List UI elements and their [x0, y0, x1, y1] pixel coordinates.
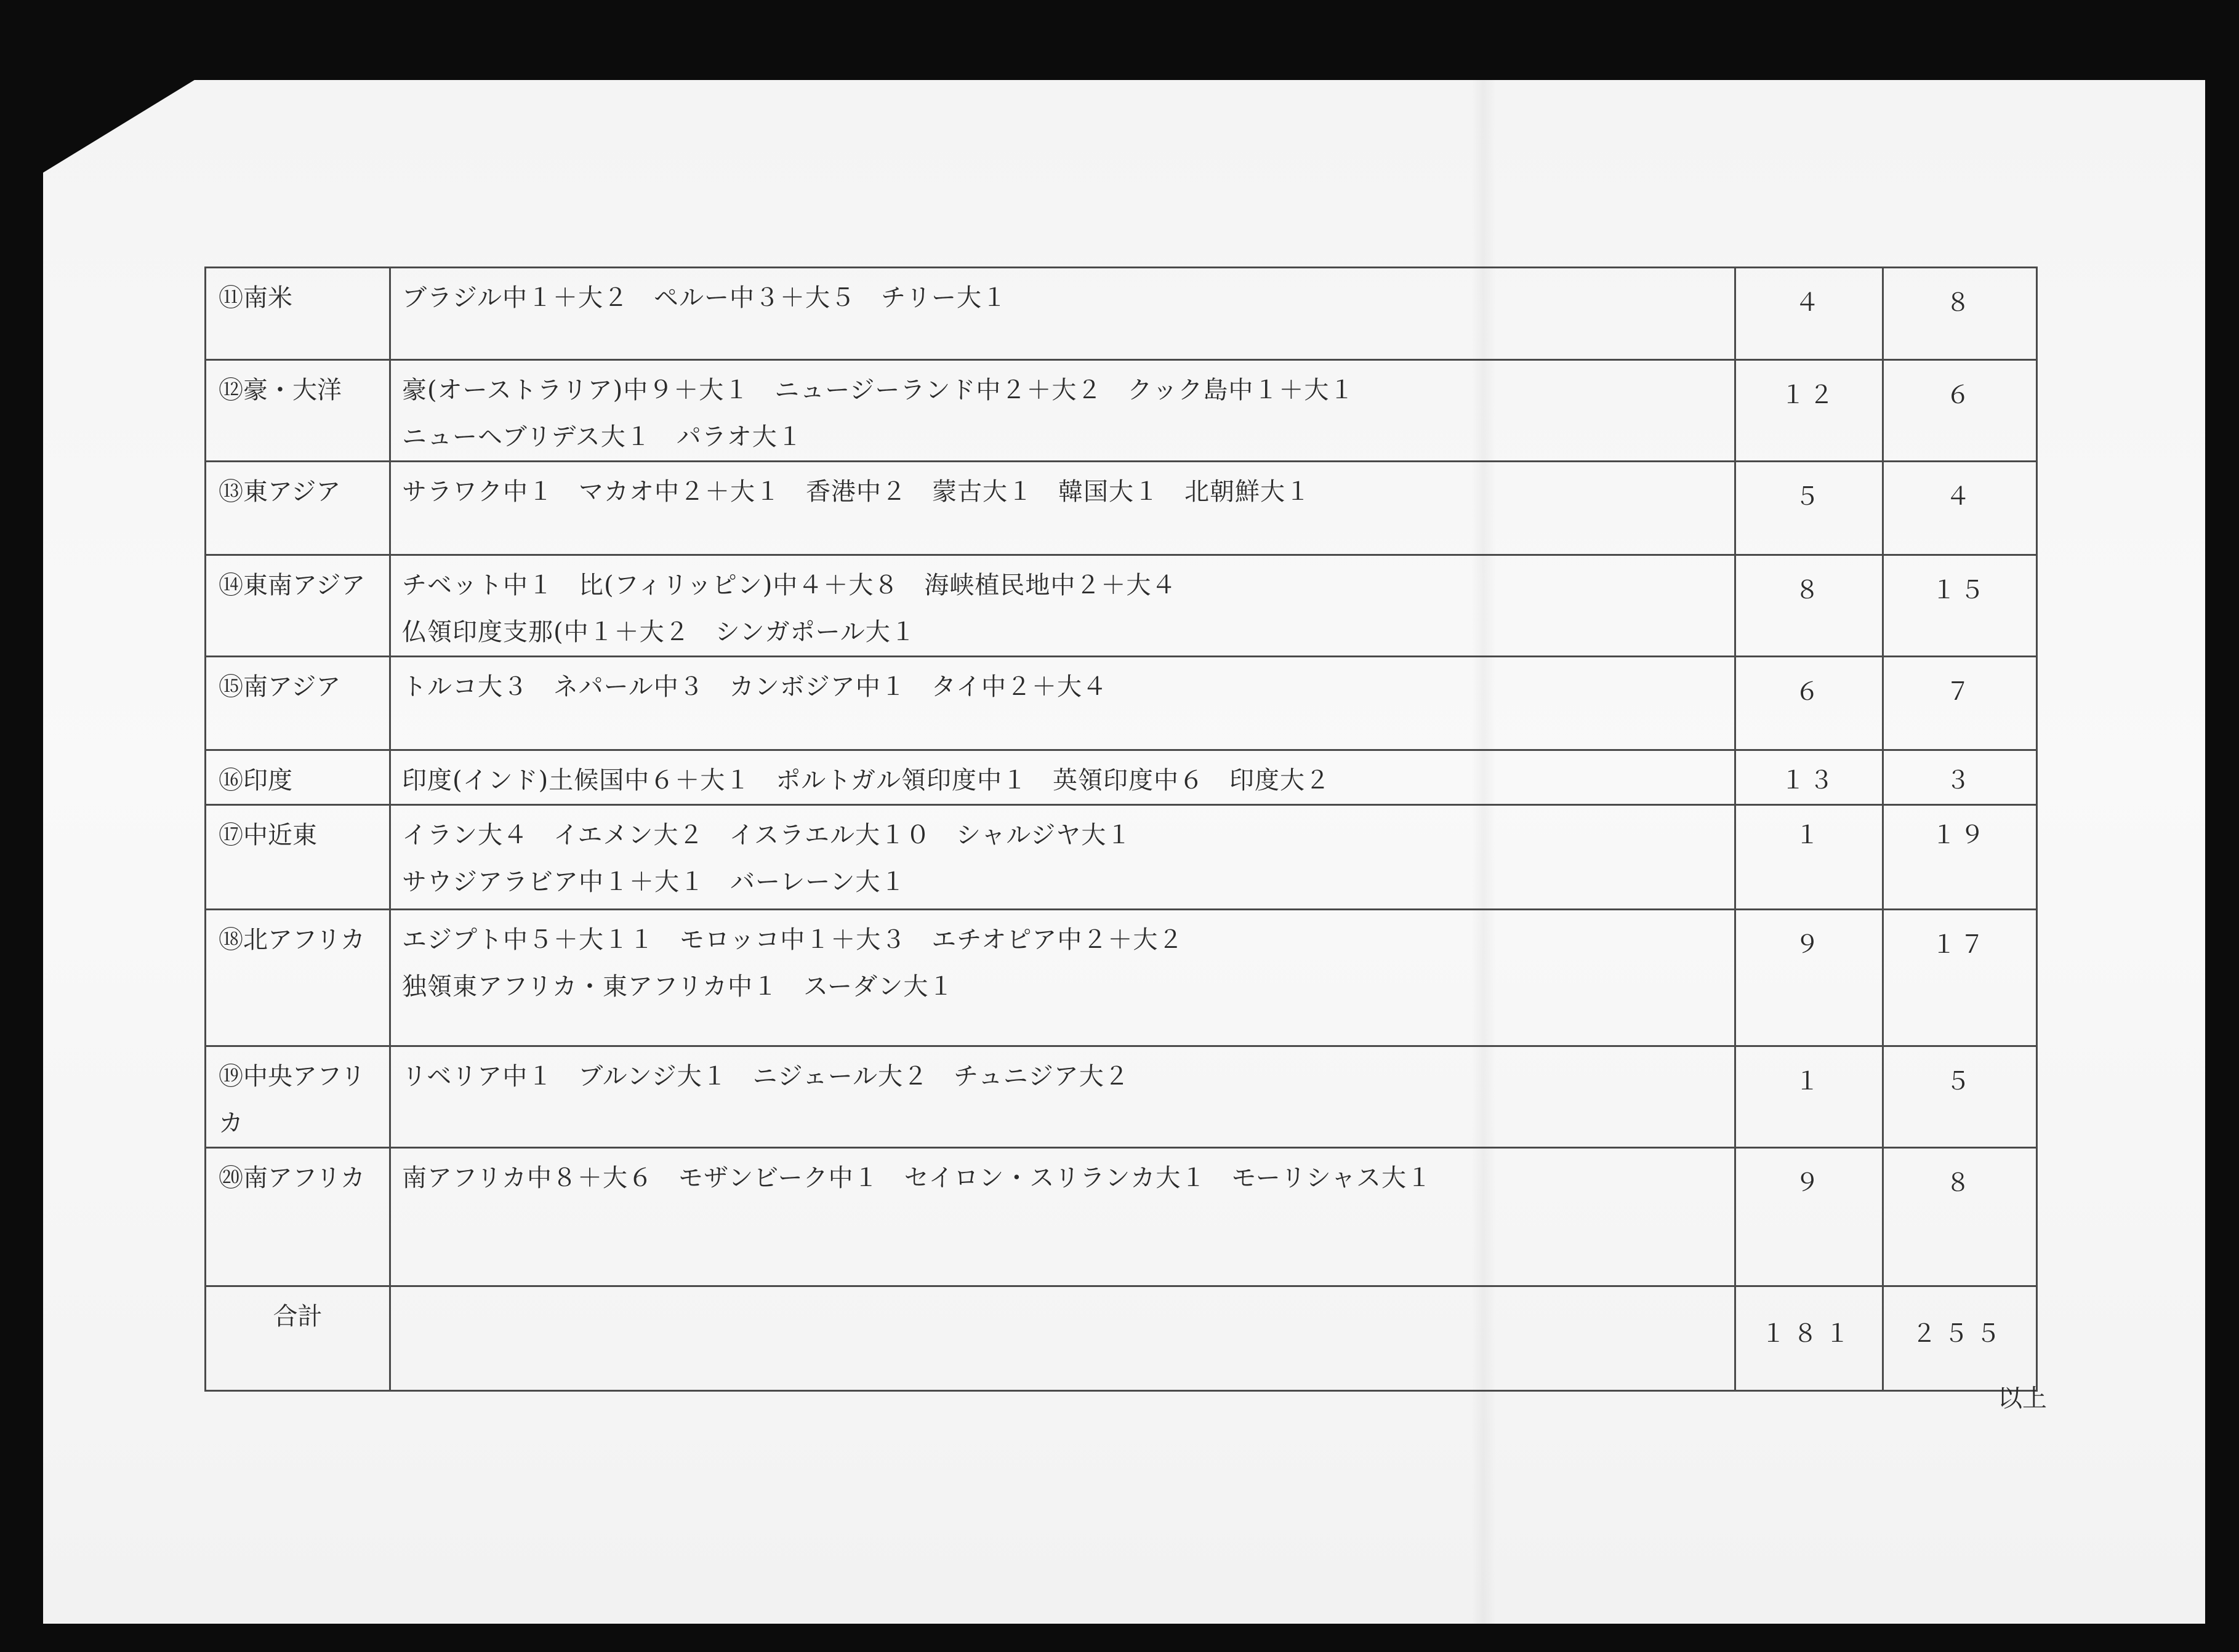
table-row — [206, 910, 2037, 1046]
count-cell-2: ５ — [1883, 1046, 2037, 1148]
count-cell-1: ９ — [1735, 1148, 1883, 1286]
table-row — [206, 555, 2037, 657]
count-cell-1: １ — [1735, 1046, 1883, 1148]
region-name-cell: ⑭東南アジア — [206, 555, 390, 657]
detail-cell — [390, 1046, 1735, 1148]
detail-cell — [390, 360, 1735, 462]
table-row — [206, 750, 2037, 805]
detail-line: ブラジル中１＋大２ ペルー中３＋大５ チリー大１ — [402, 284, 1007, 312]
region-name-cell: ⑲中央アフリカ — [206, 1046, 390, 1148]
table-row — [206, 462, 2037, 555]
count-cell-2: ８ — [1883, 1148, 2037, 1286]
detail-line: チベット中１ 比(フィリッピン)中４＋大８ 海峡植民地中２＋大４ — [402, 571, 1177, 599]
detail-cell — [390, 555, 1735, 657]
detail-line: トルコ大３ ネパール中３ カンボジア中１ タイ中２＋大４ — [402, 673, 1107, 701]
region-name-cell: ⑪南米 — [206, 268, 390, 360]
detail-line: エジプト中５＋大１１ モロッコ中１＋大３ エチオピア中２＋大２ — [402, 926, 1184, 954]
count-cell-1: ５ — [1735, 462, 1883, 555]
region-name-cell: ⑯印度 — [206, 750, 390, 805]
detail-line: 印度(インド)土候国中６＋大１ ポルトガル領印度中１ 英領印度中６ 印度大２ — [402, 766, 1331, 795]
count-cell-2: ３ — [1883, 750, 2037, 805]
count-cell-2: ８ — [1883, 268, 2037, 360]
total-label-cell: 合計 — [206, 1286, 390, 1391]
detail-line: サラワク中１ マカオ中２＋大１ 香港中２ 蒙古大１ 韓国大１ 北朝鮮大１ — [402, 478, 1311, 506]
detail-cell — [390, 462, 1735, 555]
detail-cell — [390, 910, 1735, 1046]
detail-cell — [390, 750, 1735, 805]
table-row — [206, 268, 2037, 360]
detail-cell — [390, 1148, 1735, 1286]
count-cell-1: ８ — [1735, 555, 1883, 657]
table-row — [206, 1046, 2037, 1148]
total-row — [206, 1286, 2037, 1391]
table-row — [206, 1148, 2037, 1286]
detail-cell — [390, 805, 1735, 910]
count-cell-1: ９ — [1735, 910, 1883, 1046]
count-cell-1: ４ — [1735, 268, 1883, 360]
count-cell-2: １７ — [1883, 910, 2037, 1046]
count-cell-1: ６ — [1735, 657, 1883, 750]
count-cell-1: １２ — [1735, 360, 1883, 462]
total-count-cell-1: １８１ — [1735, 1286, 1883, 1391]
table-row — [206, 360, 2037, 462]
region-name-cell: ⑰中近東 — [206, 805, 390, 910]
detail-line: 南アフリカ中８＋大６ モザンビーク中１ セイロン・スリランカ大１ モーリシャス大１ — [402, 1164, 1432, 1192]
detail-line: 仏領印度支那(中１＋大２ シンガポール大１ — [402, 618, 916, 646]
count-cell-2: ４ — [1883, 462, 2037, 555]
detail-line: イラン大４ イエメン大２ イスラエル大１０ シャルジヤ大１ — [402, 821, 1132, 849]
detail-line: リベリア中１ ブルンジ大１ ニジェール大２ チュニジア大２ — [402, 1062, 1130, 1091]
region-name-cell: ⑬東アジア — [206, 462, 390, 555]
table-row — [206, 805, 2037, 910]
total-count-cell-2: ２５５ — [1883, 1286, 2037, 1391]
total-detail-cell — [390, 1286, 1735, 1391]
closing-mark: 以上 — [1998, 1384, 2047, 1413]
detail-cell — [390, 657, 1735, 750]
region-name-cell: ⑳南アフリカ — [206, 1148, 390, 1286]
detail-line: 独領東アフリカ・東アフリカ中１ スーダン大１ — [402, 972, 954, 1001]
count-cell-2: １５ — [1883, 555, 2037, 657]
region-name-cell: ⑫豪・大洋 — [206, 360, 390, 462]
region-name-cell: ⑱北アフリカ — [206, 910, 390, 1046]
region-count-table — [204, 267, 2038, 1392]
table-row — [206, 657, 2037, 750]
count-cell-2: １９ — [1883, 805, 2037, 910]
count-cell-1: １ — [1735, 805, 1883, 910]
count-cell-2: ６ — [1883, 360, 2037, 462]
count-cell-2: ７ — [1883, 657, 2037, 750]
count-cell-1: １３ — [1735, 750, 1883, 805]
detail-line: 豪(オーストラリア)中９＋大１ ニュージーランド中２＋大２ クック島中１＋大１ — [402, 376, 1355, 404]
detail-cell — [390, 268, 1735, 360]
table-body — [206, 268, 2037, 1391]
detail-line: サウジアラビア中１＋大１ バーレーン大１ — [402, 868, 906, 896]
region-name-cell: ⑮南アジア — [206, 657, 390, 750]
detail-line: ニューヘブリデス大１ パラオ大１ — [402, 423, 803, 451]
